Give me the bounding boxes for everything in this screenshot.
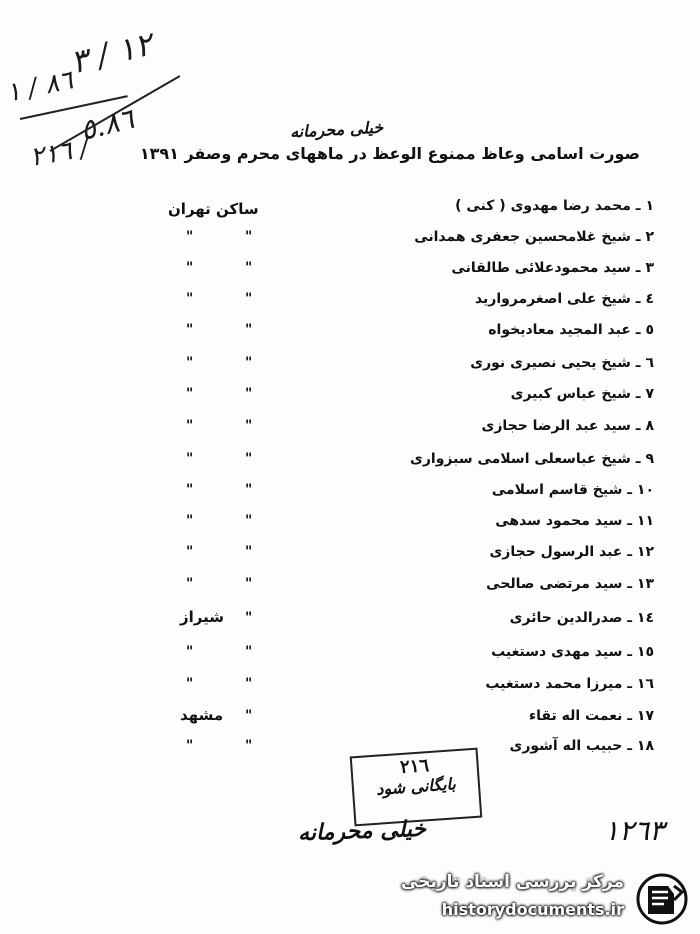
list-item bbox=[0, 513, 700, 537]
ditto-mark: " bbox=[186, 576, 194, 592]
document-title: صورت اسامی وعاظ ممنوع الوعظ در ماههای محرم وصفر ١٣٩١ bbox=[139, 144, 640, 163]
classification-mark-bottom: خیلی محرمانه bbox=[297, 815, 427, 847]
ditto-mark: " bbox=[245, 576, 253, 592]
handwritten-note-lower: ٢١٦ / bbox=[27, 133, 92, 173]
preacher-name: ٧ ـ شیخ عباس کبیری bbox=[510, 386, 654, 402]
document-number: ١٢٦٣ bbox=[604, 814, 665, 847]
ditto-mark: " bbox=[186, 418, 194, 434]
preacher-name: ١٢ ـ عبد الرسول حجازی bbox=[489, 544, 654, 560]
ditto-mark: " bbox=[245, 544, 253, 560]
list-item bbox=[0, 386, 700, 410]
list-item bbox=[0, 260, 700, 284]
preacher-name: ٣ ـ سید محمودعلائی طالقانی bbox=[451, 260, 654, 276]
ditto-mark: " bbox=[245, 229, 253, 245]
list-item bbox=[0, 644, 700, 668]
list-item bbox=[0, 291, 700, 315]
ditto-mark: " bbox=[245, 482, 253, 498]
preacher-name: ١٠ ـ شیخ قاسم اسلامی bbox=[491, 482, 654, 498]
ditto-mark: " bbox=[245, 322, 253, 338]
preacher-name: ٦ ـ شیخ یحیی نصیری نوری bbox=[470, 355, 654, 371]
preacher-name: ١٧ ـ نعمت اله تقاء bbox=[528, 708, 654, 724]
ditto-mark: " bbox=[245, 610, 253, 626]
archive-logo-icon bbox=[634, 872, 690, 926]
ditto-mark: " bbox=[186, 260, 194, 276]
ditto-mark: " bbox=[245, 291, 253, 307]
ditto-mark: " bbox=[245, 676, 253, 692]
ditto-mark: " bbox=[245, 418, 253, 434]
watermark-url: historydocuments.ir bbox=[441, 900, 624, 919]
list-item bbox=[0, 451, 700, 475]
watermark bbox=[401, 870, 696, 928]
list-item bbox=[0, 708, 700, 732]
preacher-name: ١٨ ـ حبیب اله آشوری bbox=[509, 738, 654, 754]
handwritten-note-middle: ٨٦ / ١ bbox=[3, 65, 76, 109]
preacher-name: ٤ ـ شیخ علی اصغرمروارید bbox=[474, 291, 654, 307]
ditto-mark: " bbox=[186, 451, 194, 467]
handwritten-note-number: ٥.٨٦ bbox=[76, 101, 138, 148]
preacher-name: ١٥ ـ سید مهدی دستغیب bbox=[491, 644, 654, 660]
ditto-mark: " bbox=[186, 738, 194, 754]
stamp-text: بایگانی شود bbox=[375, 774, 457, 799]
preacher-name: ١٦ ـ میرزا محمد دستغیب bbox=[485, 676, 654, 692]
preacher-name: ٩ ـ شیخ عباسعلی اسلامی سبزواری bbox=[410, 451, 654, 467]
list-item bbox=[0, 229, 700, 253]
watermark-title: مرکز بررسی اسناد تاریخی bbox=[401, 872, 624, 892]
list-item bbox=[0, 610, 700, 634]
ditto-mark: " bbox=[186, 229, 194, 245]
list-item bbox=[0, 544, 700, 568]
preacher-name: ١١ ـ سید محمود سدهی bbox=[495, 513, 654, 529]
preacher-name: ٨ ـ سید عبد الرضا حجازی bbox=[481, 418, 654, 434]
stamp-number: ٢١٦ bbox=[399, 755, 430, 779]
list-item bbox=[0, 676, 700, 700]
list-item bbox=[0, 482, 700, 506]
preacher-name: ٥ ـ عبد المجید معادیخواه bbox=[488, 322, 654, 338]
city-label: مشهد bbox=[180, 706, 224, 724]
list-item bbox=[0, 418, 700, 442]
archive-stamp bbox=[350, 748, 483, 827]
handwritten-note-top: ١٢ / ٣ bbox=[66, 24, 157, 82]
city-label: شیراز bbox=[180, 608, 224, 626]
ditto-mark: " bbox=[245, 260, 253, 276]
ditto-mark: " bbox=[186, 386, 194, 402]
ditto-mark: " bbox=[245, 355, 253, 371]
ditto-mark: " bbox=[186, 322, 194, 338]
ditto-mark: " bbox=[186, 544, 194, 560]
ditto-mark: " bbox=[245, 451, 253, 467]
ditto-mark: " bbox=[186, 291, 194, 307]
ditto-mark: " bbox=[186, 482, 194, 498]
classification-mark-top: خیلی محرمانه bbox=[289, 117, 384, 142]
list-item bbox=[0, 355, 700, 379]
ditto-mark: " bbox=[186, 644, 194, 660]
ditto-mark: " bbox=[186, 355, 194, 371]
preacher-name: ١ ـ محمد رضا مهدوی ( کنی ) bbox=[455, 198, 654, 214]
list-item bbox=[0, 198, 700, 222]
ditto-mark: " bbox=[186, 513, 194, 529]
preacher-name: ١٣ ـ سید مرتضی صالحی bbox=[486, 576, 654, 592]
list-item bbox=[0, 576, 700, 600]
ditto-mark: " bbox=[245, 513, 253, 529]
ditto-mark: " bbox=[245, 644, 253, 660]
ditto-mark: " bbox=[245, 708, 253, 724]
preacher-name: ٢ ـ شیخ غلامحسین جعفری همدانی bbox=[414, 229, 654, 245]
ditto-mark: " bbox=[245, 386, 253, 402]
ditto-mark: " bbox=[186, 676, 194, 692]
resident-column-header: ساکن تهران bbox=[168, 200, 259, 218]
ditto-mark: " bbox=[245, 738, 253, 754]
list-item bbox=[0, 322, 700, 346]
preacher-name: ١٤ ـ صدرالدین حائری bbox=[509, 610, 654, 626]
